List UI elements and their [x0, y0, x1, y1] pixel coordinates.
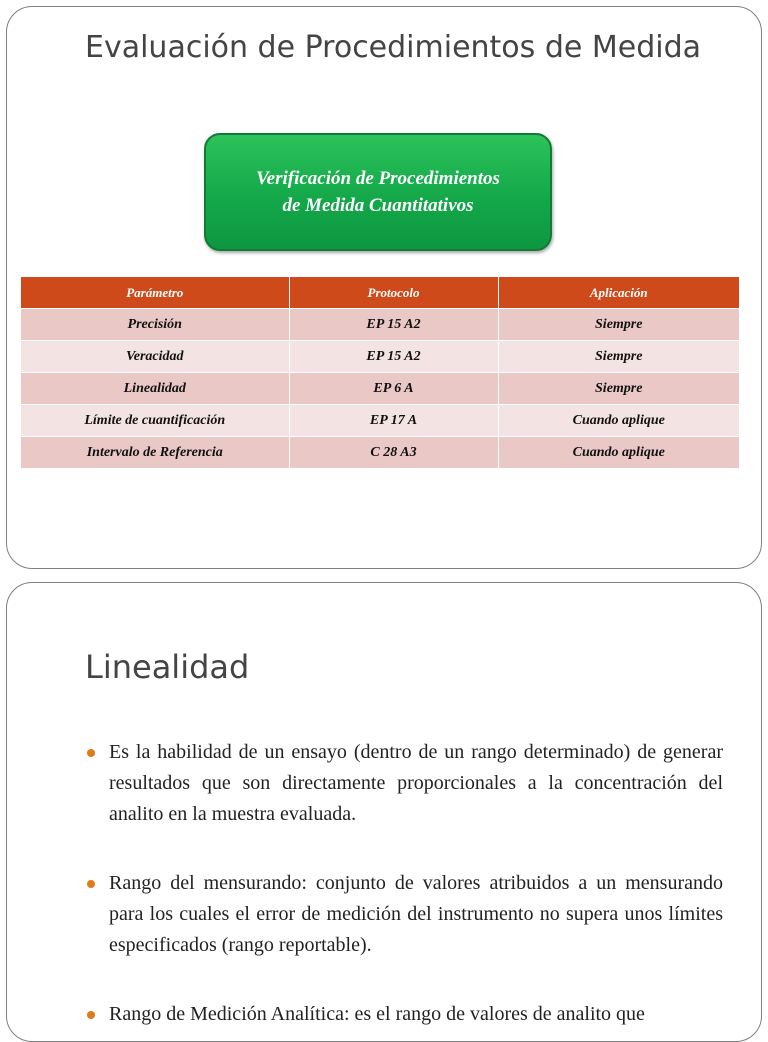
slide-1: [6, 6, 762, 569]
bullet-list: [87, 737, 723, 1042]
list-item: [87, 737, 723, 830]
table-row: [21, 405, 739, 437]
slide-title: Linealidad: [85, 648, 250, 686]
table-cell: C 28 A3: [289, 437, 498, 469]
table-header-row: [21, 277, 739, 309]
table-row: [21, 341, 739, 373]
bullet-text: Es la habilidad de un ensayo (dentro de un rango determinado) de generar resultados que son directamente proporcionales a la concentración del analito en la muestra evaluada.: [109, 741, 723, 825]
verification-box: Verificación de Procedimientos de Medida Cuantitativos: [204, 133, 552, 251]
table-cell: EP 15 A2: [289, 341, 498, 373]
table-cell: Límite de cuantificación: [21, 405, 289, 437]
bullet-dot-icon: [87, 749, 95, 757]
table-cell: Cuando aplique: [498, 405, 739, 437]
table-cell: Siempre: [498, 341, 739, 373]
slide-2: [6, 582, 762, 1042]
table-cell: Cuando aplique: [498, 437, 739, 469]
table-cell: EP 17 A: [289, 405, 498, 437]
table-cell: Precisión: [21, 309, 289, 341]
header-aplicacion: Aplicación: [498, 277, 739, 309]
table-cell: Siempre: [498, 309, 739, 341]
bullet-text: Rango de Medición Analítica: es el rango de valores de analito que: [109, 1003, 645, 1025]
bullet-dot-icon: [87, 880, 95, 888]
table-cell: Linealidad: [21, 373, 289, 405]
list-item: [87, 868, 723, 961]
table-cell: Siempre: [498, 373, 739, 405]
table-cell: Veracidad: [21, 341, 289, 373]
table-row: [21, 309, 739, 341]
bullet-dot-icon: [87, 1011, 95, 1019]
header-parametro: Parámetro: [21, 277, 289, 309]
slide-title: Evaluación de Procedimientos de Medida: [85, 30, 702, 65]
parameters-table: [21, 277, 739, 469]
table-row: [21, 373, 739, 405]
header-protocolo: Protocolo: [289, 277, 498, 309]
table-cell: Intervalo de Referencia: [21, 437, 289, 469]
bullet-text: Rango del mensurando: conjunto de valores atribuidos a un mensurando para los cuales el error de medición del instrumento no supera unos límites especificados (rango reportable).: [109, 872, 723, 956]
table-row: [21, 437, 739, 469]
table-cell: EP 6 A: [289, 373, 498, 405]
table-cell: EP 15 A2: [289, 309, 498, 341]
list-item: [87, 999, 723, 1030]
